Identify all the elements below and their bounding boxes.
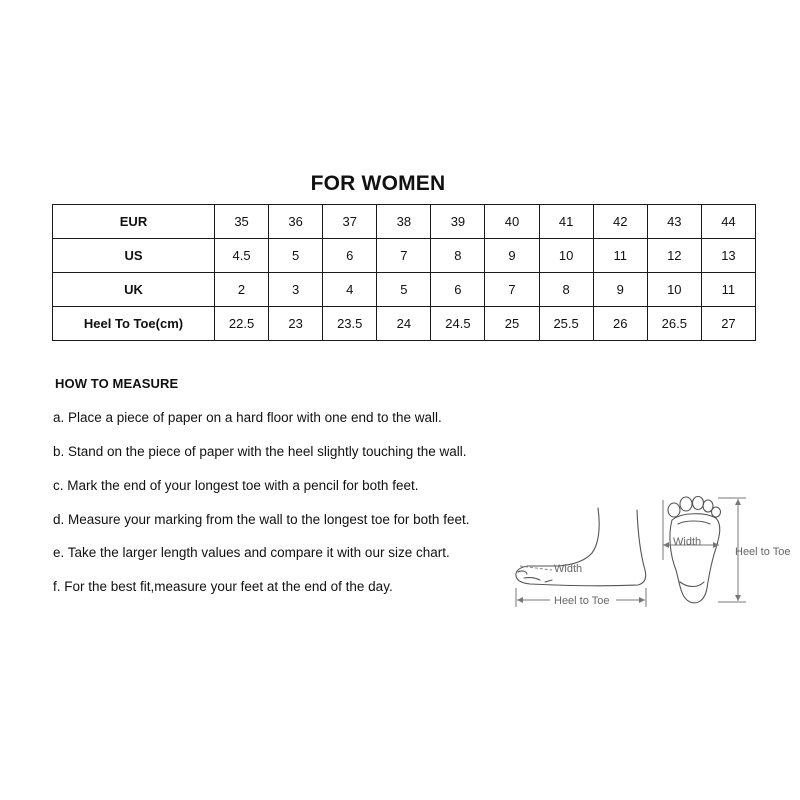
page-title: FOR WOMEN: [310, 172, 446, 195]
size-row: [53, 273, 756, 307]
size-cell: 7: [377, 239, 431, 273]
row-header: Heel To Toe(cm): [53, 307, 215, 341]
step-c: c. Mark the end of your longest toe with a pencil for both feet.: [53, 478, 419, 493]
size-cell: 12: [647, 239, 701, 273]
size-cell: 7: [485, 273, 539, 307]
sole-foot-illustration: [668, 497, 721, 603]
size-cell: 22.5: [215, 307, 269, 341]
side-length-label: Heel to Toe: [554, 595, 610, 607]
foot-measure-diagram: [505, 488, 800, 613]
size-row: [53, 307, 756, 341]
size-cell: 40: [485, 205, 539, 239]
size-cell: 6: [431, 273, 485, 307]
side-width-label: Width: [554, 563, 583, 575]
row-header: US: [53, 239, 215, 273]
size-cell: 24.5: [431, 307, 485, 341]
size-cell: 2: [215, 273, 269, 307]
step-f: f. For the best fit,measure your feet at the end of the day.: [53, 579, 393, 594]
size-cell: 9: [593, 273, 647, 307]
size-cell: 24: [377, 307, 431, 341]
size-chart-table: [52, 204, 756, 341]
size-cell: 41: [539, 205, 593, 239]
sole-width-label: Width: [673, 536, 702, 548]
step-b: b. Stand on the piece of paper with the heel slightly touching the wall.: [53, 444, 467, 459]
size-cell: 11: [701, 273, 755, 307]
row-header: EUR: [53, 205, 215, 239]
size-cell: 23: [269, 307, 323, 341]
how-to-measure-heading: HOW TO MEASURE: [55, 376, 179, 391]
size-cell: 10: [647, 273, 701, 307]
size-cell: 13: [701, 239, 755, 273]
size-cell: 27: [701, 307, 755, 341]
size-cell: 3: [269, 273, 323, 307]
row-header: UK: [53, 273, 215, 307]
size-cell: 37: [323, 205, 377, 239]
size-cell: 44: [701, 205, 755, 239]
size-row: [53, 239, 756, 273]
size-cell: 25: [485, 307, 539, 341]
step-a: a. Place a piece of paper on a hard floor with one end to the wall.: [53, 410, 442, 425]
size-cell: 11: [593, 239, 647, 273]
size-cell: 42: [593, 205, 647, 239]
size-cell: 26: [593, 307, 647, 341]
step-d: d. Measure your marking from the wall to the longest toe for both feet.: [53, 512, 470, 527]
size-cell: 43: [647, 205, 701, 239]
size-cell: 4: [323, 273, 377, 307]
size-cell: 35: [215, 205, 269, 239]
size-cell: 36: [269, 205, 323, 239]
size-cell: 23.5: [323, 307, 377, 341]
size-cell: 25.5: [539, 307, 593, 341]
size-cell: 8: [539, 273, 593, 307]
size-cell: 4.5: [215, 239, 269, 273]
size-cell: 38: [377, 205, 431, 239]
size-cell: 39: [431, 205, 485, 239]
size-cell: 6: [323, 239, 377, 273]
size-row: [53, 205, 756, 239]
size-cell: 5: [377, 273, 431, 307]
step-e: e. Take the larger length values and compare it with our size chart.: [53, 545, 450, 560]
size-cell: 5: [269, 239, 323, 273]
size-cell: 8: [431, 239, 485, 273]
sole-length-label: Heel to Toe: [735, 546, 791, 558]
size-cell: 26.5: [647, 307, 701, 341]
size-cell: 9: [485, 239, 539, 273]
size-cell: 10: [539, 239, 593, 273]
